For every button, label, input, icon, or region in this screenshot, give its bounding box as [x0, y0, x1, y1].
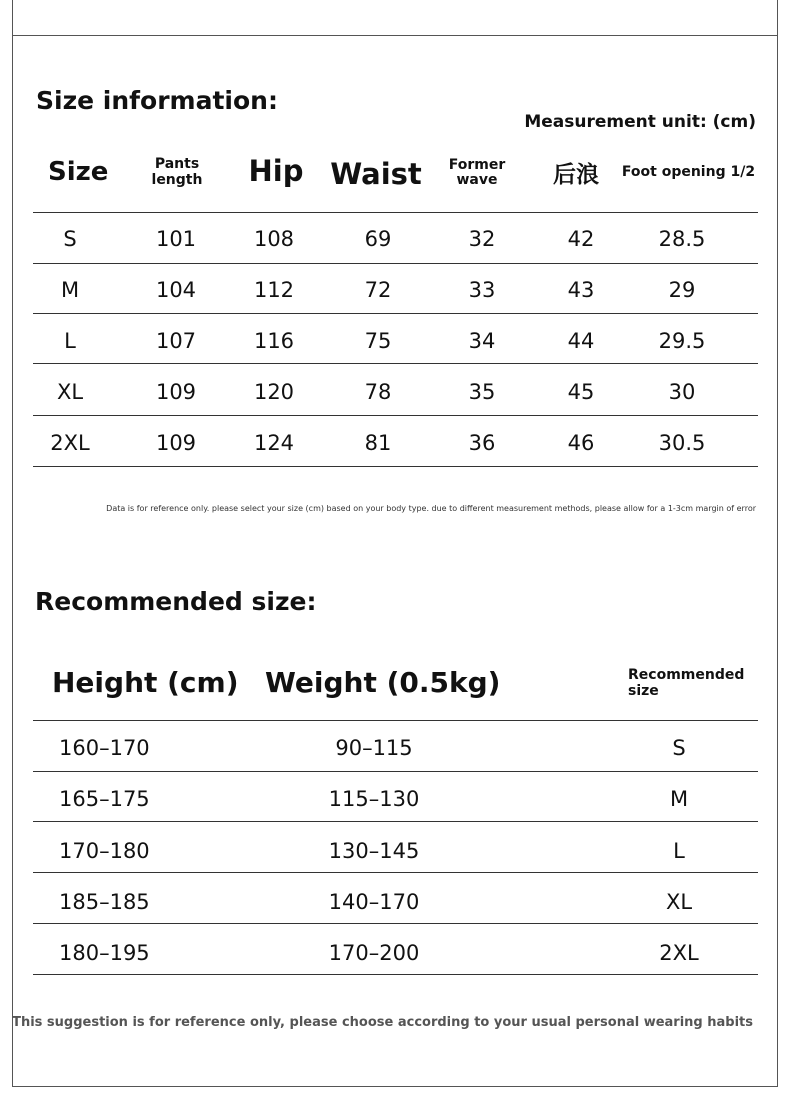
measurement-unit-note: Measurement unit: (cm) — [524, 112, 756, 132]
recommend-table-header-rule — [33, 720, 758, 721]
recommend-row-height: 180–195 — [59, 941, 150, 965]
recommend-table-bottom-rule — [33, 974, 758, 975]
size-row-m-former-wave: 33 — [468, 278, 496, 302]
recommend-row-size: M — [669, 787, 689, 811]
size-row-m-size: M — [60, 278, 80, 302]
recommend-row-weight: 115–130 — [328, 787, 420, 811]
size-row-l-hip: 116 — [253, 329, 295, 353]
header-former-wave-line1: Former — [448, 157, 506, 173]
frame-top-divider — [12, 35, 778, 36]
recommend-row-weight: 170–200 — [328, 941, 420, 965]
recommend-table-row-rule — [33, 872, 758, 873]
header-size: Size — [48, 157, 109, 187]
size-row-xl-former-wave: 35 — [468, 380, 496, 404]
size-row-m-hip: 112 — [253, 278, 295, 302]
size-information-title: Size information: — [36, 86, 278, 115]
size-row-xl-pants-length: 109 — [155, 380, 197, 404]
recommend-row-weight: 130–145 — [328, 839, 420, 863]
header-former-wave-line2: wave — [456, 172, 498, 188]
size-row-l-foot-opening: 29.5 — [658, 329, 706, 353]
size-row-s-back-rise: 42 — [567, 227, 595, 251]
size-row-m-waist: 72 — [364, 278, 392, 302]
size-table-row-rule — [33, 363, 758, 364]
header-foot-opening: Foot opening 1/2 — [621, 164, 756, 180]
size-row-s-size: S — [63, 227, 77, 251]
size-table-header-rule — [33, 212, 758, 213]
size-row-2xl-waist: 81 — [364, 431, 392, 455]
header-back-rise: 后浪 — [553, 162, 599, 188]
size-row-2xl-back-rise: 46 — [567, 431, 595, 455]
size-row-s-former-wave: 32 — [468, 227, 496, 251]
size-row-xl-hip: 120 — [253, 380, 295, 404]
size-row-xl-back-rise: 45 — [567, 380, 595, 404]
recommend-table-row-rule — [33, 821, 758, 822]
size-row-s-hip: 108 — [253, 227, 295, 251]
size-row-m-foot-opening: 29 — [668, 278, 696, 302]
header-recommended-size — [628, 667, 744, 699]
size-row-s-waist: 69 — [364, 227, 392, 251]
header-pants-length-line1: Pants — [154, 156, 200, 172]
header-recommended-line1: Recommended — [628, 667, 745, 683]
size-row-m-pants-length: 104 — [155, 278, 197, 302]
header-hip: Hip — [248, 154, 304, 188]
size-row-l-waist: 75 — [364, 329, 392, 353]
header-pants-length-line2: length — [151, 172, 203, 188]
recommend-row-height: 160–170 — [59, 736, 150, 760]
size-table-row-rule — [33, 313, 758, 314]
size-row-xl-foot-opening: 30 — [668, 380, 696, 404]
size-row-2xl-foot-opening: 30.5 — [658, 431, 706, 455]
size-row-2xl-size: 2XL — [50, 431, 90, 455]
recommend-row-height: 165–175 — [59, 787, 150, 811]
recommend-table-row-rule — [33, 771, 758, 772]
header-recommended-line2: size — [628, 683, 659, 699]
size-row-2xl-former-wave: 36 — [468, 431, 496, 455]
size-table-bottom-rule — [33, 466, 758, 467]
size-row-s-pants-length: 101 — [155, 227, 197, 251]
recommend-row-size: S — [672, 736, 686, 760]
recommend-row-size: L — [673, 839, 685, 863]
size-row-l-back-rise: 44 — [567, 329, 595, 353]
header-waist: Waist — [330, 157, 422, 191]
size-row-l-pants-length: 107 — [155, 329, 197, 353]
size-row-l-size: L — [64, 329, 76, 353]
recommended-size-title: Recommended size: — [35, 587, 317, 616]
header-height: Height (cm) — [52, 666, 239, 699]
size-table-row-rule — [33, 263, 758, 264]
size-row-l-former-wave: 34 — [468, 329, 496, 353]
recommend-table-row-rule — [33, 923, 758, 924]
header-pants-length — [140, 156, 214, 188]
size-row-2xl-hip: 124 — [253, 431, 295, 455]
recommend-row-height: 170–180 — [59, 839, 150, 863]
header-weight: Weight (0.5kg) — [265, 666, 501, 699]
size-table-footnote: Data is for reference only. please select your size (cm) based on your body type. due to different measurement methods, please allow for a 1-3cm margin of error — [106, 504, 756, 513]
size-row-xl-size: XL — [56, 380, 84, 404]
recommend-row-height: 185–185 — [59, 890, 150, 914]
size-row-s-foot-opening: 28.5 — [658, 227, 706, 251]
recommend-table-footnote: This suggestion is for reference only, please choose according to your usual personal wearing habits — [12, 1015, 753, 1030]
size-row-m-back-rise: 43 — [567, 278, 595, 302]
size-row-xl-waist: 78 — [364, 380, 392, 404]
recommend-row-weight: 140–170 — [328, 890, 420, 914]
size-table-row-rule — [33, 415, 758, 416]
size-row-2xl-pants-length: 109 — [155, 431, 197, 455]
recommend-row-weight: 90–115 — [335, 736, 413, 760]
header-former-wave — [442, 158, 512, 188]
recommend-row-size: 2XL — [659, 941, 699, 965]
recommend-row-size: XL — [665, 890, 693, 914]
